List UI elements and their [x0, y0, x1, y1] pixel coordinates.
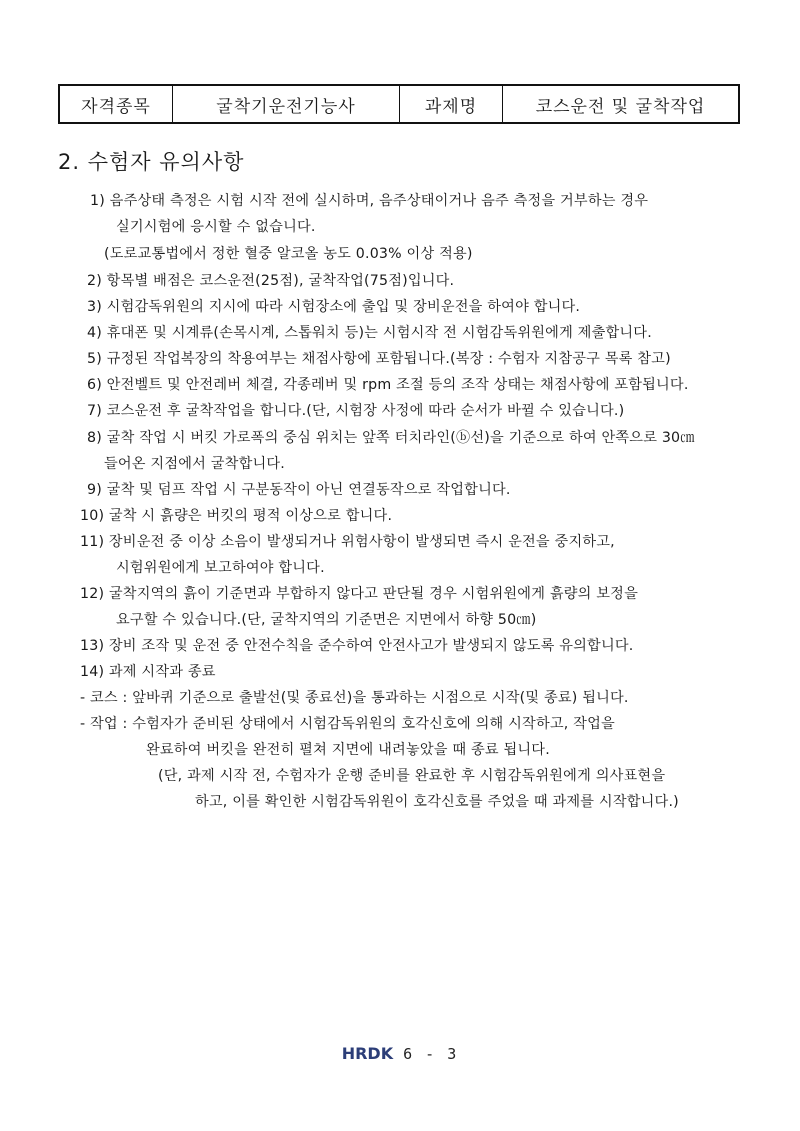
instruction-line: 하고, 이를 확인한 시험감독위원이 호각신호를 주었을 때 과제를 시작합니다.) — [195, 794, 679, 810]
header-table — [58, 84, 740, 124]
instruction-line: 8) 굴착 작업 시 버킷 가로폭의 중심 위치는 앞쪽 터치라인(ⓑ선)을 기준으로 하여 안쪽으로 30㎝ — [87, 430, 695, 446]
instruction-line: 13) 장비 조작 및 운전 중 안전수칙을 준수하여 안전사고가 발생되지 않도록 유의합니다. — [80, 638, 634, 654]
instruction-line: 들어온 지점에서 굴착합니다. — [104, 456, 285, 472]
instruction-line: 2) 항목별 배점은 코스운전(25점), 굴착작업(75점)입니다. — [87, 273, 455, 289]
instruction-line: 5) 규정된 작업복장의 착용여부는 채점사항에 포함됩니다.(복장 : 수험자 지참공구 목록 참고) — [87, 351, 671, 367]
instruction-line: 4) 휴대폰 및 시계류(손목시계, 스톱워치 등)는 시험시작 전 시험감독위원에게 제출합니다. — [87, 325, 652, 341]
task-label: 과제명 — [400, 86, 503, 122]
instruction-line: 시험위원에게 보고하여야 합니다. — [116, 560, 325, 576]
page-footer — [0, 1044, 800, 1063]
instruction-line: - 코스 : 앞바퀴 기준으로 출발선(및 종료선)을 통과하는 시점으로 시작(및 종료) 됩니다. — [80, 690, 629, 706]
instruction-line: 3) 시험감독위원의 지시에 따라 시험장소에 출입 및 장비운전을 하여야 합니다. — [87, 299, 581, 315]
hrdk-logo: HRDK — [341, 1044, 394, 1063]
instruction-line: (도로교통법에서 정한 혈중 알코올 농도 0.03% 이상 적용) — [104, 246, 473, 262]
qualification-label: 자격종목 — [60, 86, 173, 122]
instruction-line: 요구할 수 있습니다.(단, 굴착지역의 기준면은 지면에서 하향 50㎝) — [116, 612, 537, 628]
instruction-line: 12) 굴착지역의 흙이 기준면과 부합하지 않다고 판단될 경우 시험위원에게 흙량의 보정을 — [80, 586, 638, 602]
instruction-line: - 작업 : 수험자가 준비된 상태에서 시험감독위원의 호각신호에 의해 시작하고, 작업을 — [80, 716, 615, 732]
section-title: 2. 수험자 유의사항 — [58, 150, 245, 174]
instruction-line: 9) 굴착 및 덤프 작업 시 구분동작이 아닌 연결동작으로 작업합니다. — [87, 482, 511, 498]
instruction-line: 6) 안전벨트 및 안전레버 체결, 각종레버 및 rpm 조절 등의 조작 상태는 채점사항에 포함됩니다. — [87, 377, 689, 393]
instruction-line: 실기시험에 응시할 수 없습니다. — [116, 219, 316, 235]
task-value: 코스운전 및 굴착작업 — [535, 96, 706, 117]
instruction-line: 1) 음주상태 측정은 시험 시작 전에 실시하며, 음주상태이거나 음주 측정을 거부하는 경우 — [90, 193, 649, 209]
instruction-line: 완료하여 버킷을 완전히 펼쳐 지면에 내려놓았을 때 종료 됩니다. — [146, 742, 550, 758]
instruction-line: 7) 코스운전 후 굴착작업을 합니다.(단, 시험장 사정에 따라 순서가 바뀔 수 있습니다.) — [87, 403, 625, 419]
instruction-line: 14) 과제 시작과 종료 — [80, 664, 216, 680]
instruction-line: 11) 장비운전 중 이상 소음이 발생되거나 위험사항이 발생되면 즉시 운전을 중지하고, — [80, 534, 615, 550]
instruction-line: 10) 굴착 시 흙량은 버킷의 평적 이상으로 합니다. — [80, 508, 393, 524]
instruction-line: (단, 과제 시작 전, 수험자가 운행 준비를 완료한 후 시험감독위원에게 의사표현을 — [158, 768, 666, 784]
qualification-value: 굴착기운전기능사 — [173, 86, 400, 122]
page-number: 6 - 3 — [403, 1044, 459, 1063]
